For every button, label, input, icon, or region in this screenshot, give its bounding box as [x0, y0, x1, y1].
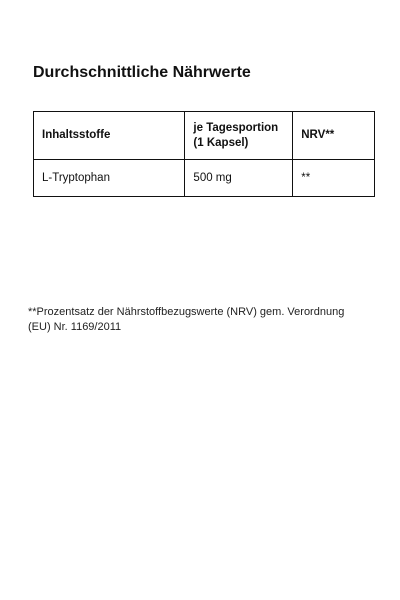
page-title: Durchschnittliche Nährwerte [33, 64, 251, 81]
nutrition-table [33, 111, 375, 197]
table-header-cell-daily-portion: je Tagesportion (1 Kapsel) [185, 112, 293, 160]
table-header-row [34, 112, 375, 160]
footnote: **Prozentsatz der Nährstoffbezugswerte (NRV) gem. Verordnung (EU) Nr. 1169/2011 [28, 306, 345, 333]
table-header-cell-ingredients: Inhaltsstoffe [34, 112, 185, 160]
table-cell-amount: 500 mg [185, 160, 293, 197]
table-cell-ingredient: L-Tryptophan [34, 160, 185, 197]
table-header-cell-nrv: NRV** [293, 112, 375, 160]
table-cell-nrv: ** [293, 160, 375, 197]
table-row [34, 160, 375, 197]
